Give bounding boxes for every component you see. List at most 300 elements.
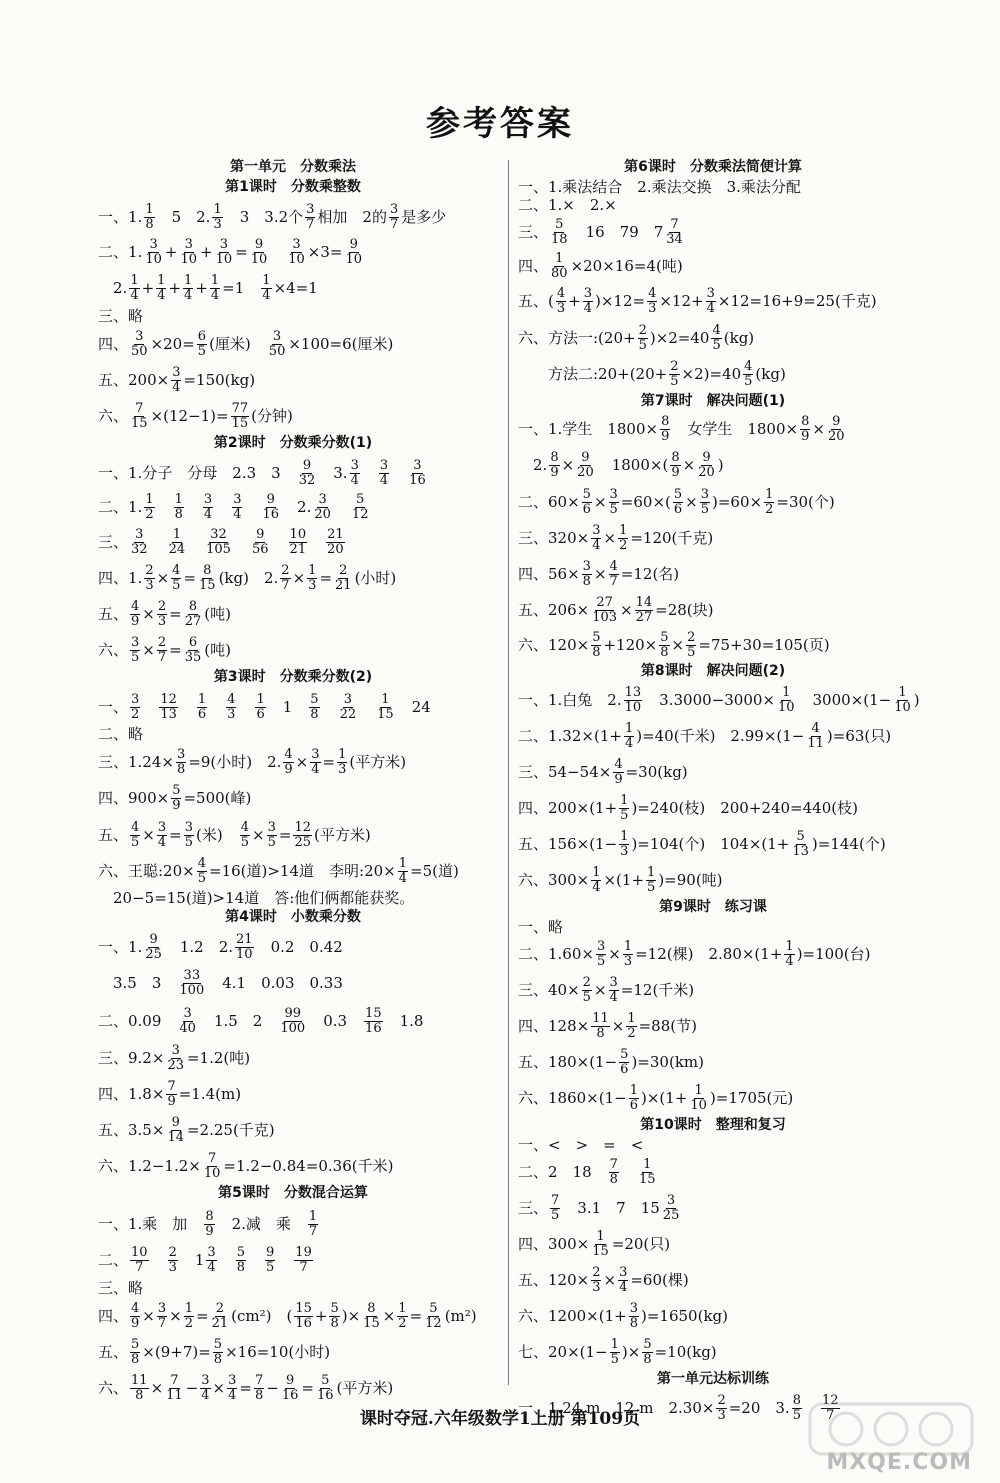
answer-text: 六、1.2−1.2×	[98, 1156, 201, 1175]
answer-text: 六、	[98, 1378, 129, 1397]
fraction-numerator: 5	[356, 491, 365, 507]
fraction	[130, 1338, 140, 1367]
answer-text: 六、120×	[518, 635, 590, 654]
answer-text: =5(道)	[410, 861, 459, 880]
fraction-denominator: 8	[131, 1351, 140, 1367]
fraction-denominator: 4	[262, 287, 271, 303]
fraction	[144, 493, 154, 522]
answer-text: ×	[382, 1306, 396, 1325]
fraction-denominator: 9	[614, 771, 623, 787]
fraction-denominator: 8	[236, 1259, 245, 1275]
answer-text: 六、1200×(1+	[518, 1306, 627, 1325]
fraction-numerator: 12	[160, 691, 177, 707]
answer-text: −	[185, 1378, 199, 1397]
answer-text: 一、1.学生 1800×	[518, 419, 659, 438]
fraction	[609, 560, 619, 589]
fraction-numerator: 8	[661, 413, 670, 429]
fraction-numerator: 1	[213, 201, 222, 217]
answer-text	[270, 245, 285, 260]
answer-text: =10(kg)	[654, 1342, 717, 1361]
fraction-numerator: 2	[157, 634, 167, 650]
answer-text: )=104(个) 104×(1+	[631, 834, 790, 853]
answer-text: 四、200×(1+	[518, 798, 618, 817]
answer-text: (平方米)	[349, 752, 407, 771]
answer-text: 0.2 0.42	[255, 937, 343, 956]
answer-text: 二、2 18	[518, 1162, 607, 1181]
fraction	[310, 748, 320, 777]
fraction-denominator: 7	[299, 1259, 308, 1275]
fraction-denominator: 5	[744, 373, 753, 389]
fraction	[344, 238, 363, 267]
answer-text: =	[196, 1306, 209, 1325]
fraction-numerator: 8	[367, 1300, 376, 1316]
fraction	[267, 821, 277, 850]
fraction-numerator: 21	[236, 931, 253, 947]
answer-line	[518, 178, 908, 196]
fraction	[157, 1302, 167, 1331]
fraction	[624, 686, 643, 715]
fraction-numerator: 1	[210, 272, 220, 288]
fraction-denominator: 9	[205, 1223, 214, 1239]
answer-text: )×	[621, 1342, 641, 1361]
fraction-numerator: 1	[174, 491, 183, 507]
answer-text: ×	[142, 825, 155, 844]
answer-text: )=1705(元)	[709, 1088, 794, 1107]
fraction-numerator: 3	[596, 938, 606, 954]
answer-text: ×	[142, 640, 155, 659]
answer-text: 三、40×	[518, 980, 580, 999]
fraction	[235, 933, 254, 962]
answer-text: 七、20×(1−	[518, 1342, 608, 1361]
fraction-denominator: 10	[624, 699, 642, 715]
answer-text: 六、方法一:(20+	[518, 328, 636, 347]
answer-text: ×	[671, 635, 685, 654]
fraction	[550, 1194, 560, 1223]
answer-text: (分钟)	[251, 406, 293, 425]
fraction-denominator: 8	[582, 573, 591, 589]
answer-text: =1.2−0.84=0.36(千米)	[223, 1156, 394, 1175]
section-heading: 第一单元达标训练	[657, 1371, 769, 1387]
fraction	[623, 940, 633, 969]
fraction-numerator: 1	[629, 1082, 638, 1098]
fraction-denominator: 10	[288, 251, 305, 267]
answer-text: 五、156×(1−	[518, 834, 618, 853]
fraction-denominator: 5	[792, 1407, 801, 1423]
fraction	[665, 218, 684, 247]
answer-text: =12(千米)	[620, 980, 695, 999]
fraction	[689, 1084, 708, 1113]
fraction-numerator: 3	[583, 285, 592, 301]
fraction-denominator: 8	[596, 1025, 605, 1041]
answer-line	[98, 1334, 488, 1370]
answer-text: 2.	[518, 455, 548, 474]
answer-line	[98, 1242, 488, 1278]
fraction-denominator: 50	[268, 343, 286, 359]
answer-text: =28(块)	[655, 600, 714, 619]
fraction-numerator: 9	[285, 1372, 295, 1388]
answer-line	[98, 744, 488, 780]
fraction	[591, 631, 601, 660]
answer-text: 三、1.24×	[98, 752, 174, 771]
fraction-denominator: 21	[335, 577, 352, 593]
fraction-denominator: 5	[172, 577, 181, 593]
section-heading: 第4课时 小数乘分数	[225, 909, 361, 925]
fraction-denominator: 4	[203, 506, 213, 522]
fraction	[316, 1374, 335, 1403]
fraction-denominator: 9	[801, 428, 810, 444]
answer-line	[518, 790, 908, 826]
fraction	[398, 857, 408, 886]
answer-text: 五、200×	[98, 370, 170, 389]
fraction	[670, 451, 680, 480]
fraction-denominator: 21	[211, 1315, 229, 1331]
fraction-denominator: 32	[131, 541, 148, 557]
fraction	[609, 976, 619, 1005]
fraction-denominator: 4	[619, 1279, 628, 1295]
fraction-numerator: 3	[157, 819, 167, 835]
fraction-denominator: 7	[281, 577, 290, 593]
answer-text: =12(名)	[620, 564, 680, 583]
fraction-numerator: 1	[130, 272, 139, 288]
answer-line	[98, 270, 488, 306]
fraction-numerator: 3	[207, 1244, 216, 1260]
answer-text: 3000×(1−	[797, 690, 892, 709]
answer-text: ×	[142, 604, 155, 623]
section-heading: 第2课时 分数乘分数(1)	[213, 435, 373, 451]
fraction-numerator: 4	[609, 558, 618, 574]
answer-text: +120×	[603, 635, 658, 654]
fraction	[806, 722, 825, 751]
fraction-numerator: 2	[582, 974, 591, 990]
answer-line	[98, 398, 488, 434]
answer-text: 二、略	[98, 724, 144, 743]
fraction	[255, 693, 265, 722]
fraction-denominator: 5	[647, 879, 656, 895]
fraction-denominator: 4	[624, 735, 634, 751]
fraction-numerator: 4	[712, 322, 721, 338]
fraction-numerator: 3	[582, 558, 591, 574]
fraction	[764, 488, 774, 517]
fraction	[171, 366, 181, 395]
fraction	[157, 600, 167, 629]
fraction-denominator: 20	[827, 428, 845, 444]
fraction-denominator: 2	[619, 537, 628, 553]
fraction	[307, 564, 317, 593]
answer-text: 1.2 2.	[164, 937, 234, 956]
fraction-numerator: 4	[811, 720, 820, 736]
fraction	[281, 1374, 300, 1403]
answer-line	[518, 520, 908, 556]
answer-text: )=60×	[712, 492, 763, 511]
fraction-numerator: 5	[236, 1244, 245, 1260]
fraction-denominator: 2	[131, 706, 140, 722]
fraction	[212, 203, 222, 232]
answer-text: =9(小时) 2.	[188, 752, 282, 771]
fraction-numerator: 9	[149, 931, 158, 947]
fraction-denominator: 7	[135, 1259, 144, 1275]
fraction	[298, 459, 317, 488]
fraction	[211, 1302, 230, 1331]
fraction-numerator: 1	[765, 486, 774, 502]
fraction-denominator: 13	[792, 843, 809, 859]
fraction	[613, 758, 623, 787]
fraction-denominator: 6	[582, 501, 591, 517]
answer-line	[518, 592, 908, 628]
fraction-denominator: 3	[556, 300, 566, 316]
fraction-denominator: 100	[280, 1020, 306, 1036]
answer-text: (kg) 2.	[218, 568, 279, 587]
answer-text: =30(个)	[776, 492, 835, 511]
fraction	[184, 821, 194, 850]
fraction	[174, 493, 184, 522]
answer-line	[518, 250, 908, 282]
fraction-denominator: 7	[389, 216, 399, 232]
answer-text: (厘米)	[209, 334, 266, 353]
fraction-numerator: 13	[624, 684, 642, 700]
fraction	[659, 631, 669, 660]
answer-text: 二、1.32×(1+	[518, 726, 622, 745]
fraction	[591, 524, 601, 553]
fraction-denominator: 4	[583, 300, 592, 316]
answer-text: 一、1.24 m 12 m 2.30×	[518, 1398, 715, 1417]
answer-text: 一、1.分子 分母 2.3 3	[98, 463, 296, 482]
answer-text: ×20=	[150, 334, 195, 353]
fraction-numerator: 1	[145, 491, 154, 507]
fraction-denominator: 4	[210, 287, 220, 303]
fraction	[305, 203, 315, 232]
answer-text: ×	[682, 455, 696, 474]
answer-text: =1.4(m)	[178, 1084, 242, 1103]
answer-text: ×(1+	[603, 870, 645, 889]
answer-text: =500(峰)	[183, 788, 252, 807]
fraction-denominator: 9	[661, 428, 670, 444]
section-heading: 第7课时 解决问题(1)	[640, 393, 786, 409]
answer-text: =1	[222, 278, 260, 297]
answer-text: =60(棵)	[630, 1270, 689, 1289]
answer-text: ×	[685, 492, 698, 511]
fraction-denominator: 4	[130, 287, 139, 303]
fraction	[582, 560, 592, 589]
fraction-denominator: 8	[174, 506, 183, 522]
fraction	[287, 238, 306, 267]
fraction-numerator: 4	[240, 819, 250, 835]
fraction	[743, 360, 753, 389]
answer-text: ×20×16=4(吨)	[570, 256, 683, 275]
fraction-numerator: 5	[429, 1300, 438, 1316]
fraction-numerator: 9	[256, 526, 265, 542]
fraction-numerator: 4	[648, 285, 657, 301]
fraction-denominator: 2	[765, 501, 774, 517]
fraction-denominator: 12	[351, 506, 369, 522]
fraction	[669, 360, 679, 389]
fraction	[706, 287, 716, 316]
fraction-denominator: 80	[551, 265, 568, 281]
fraction	[198, 564, 217, 593]
fraction-numerator: 5	[172, 782, 181, 798]
answer-text: )=100(台)	[796, 944, 871, 963]
fraction-denominator: 15	[363, 1315, 380, 1331]
answer-text: 16 79 7	[570, 222, 664, 241]
fraction-denominator: 3	[717, 1407, 726, 1423]
answer-text: ×	[142, 1306, 155, 1325]
answer-text: 2.	[282, 497, 312, 516]
fraction-numerator: 1	[145, 201, 154, 217]
answer-text: 四、128×	[518, 1016, 590, 1035]
fraction-denominator: 15	[377, 706, 394, 722]
fraction-numerator: 5	[620, 1046, 629, 1062]
answer-line	[98, 306, 488, 326]
fraction	[629, 1302, 639, 1331]
fraction-denominator: 10	[236, 946, 253, 962]
answer-line	[98, 930, 488, 964]
answer-text: 1	[267, 697, 308, 716]
answer-line	[518, 1008, 908, 1044]
answer-text: (吨)	[204, 640, 231, 659]
answer-text: ×	[156, 568, 170, 587]
answer-text: 3.	[318, 463, 348, 482]
fraction	[130, 330, 149, 359]
section-heading: 第3课时 分数乘分数(2)	[213, 669, 373, 685]
fraction-denominator: 3	[157, 613, 167, 629]
fraction-denominator: 16	[409, 472, 426, 488]
fraction	[176, 748, 186, 777]
fraction	[251, 528, 270, 557]
answer-line	[518, 1334, 908, 1370]
fraction	[827, 415, 846, 444]
fraction-denominator: 9	[671, 464, 680, 480]
answer-line	[518, 196, 908, 214]
fraction-denominator: 4	[592, 537, 601, 553]
fraction-numerator: 3	[609, 974, 618, 990]
fraction-numerator: 2	[638, 322, 647, 338]
fraction-numerator: 33	[183, 967, 201, 983]
fraction-denominator: 11	[807, 735, 824, 751]
fraction-denominator: 7	[308, 1223, 318, 1239]
answer-text: 四、56×	[518, 564, 580, 583]
fraction-numerator: 8	[801, 413, 810, 429]
fraction-denominator: 4	[379, 472, 389, 488]
answer-text: =	[235, 242, 248, 261]
fraction	[673, 488, 683, 517]
fraction	[337, 748, 347, 777]
answer-text: 3.1 7 15	[562, 1198, 660, 1217]
answer-text: (小时)	[354, 568, 397, 587]
fraction	[144, 203, 154, 232]
fraction-numerator: 3	[619, 1264, 628, 1280]
answer-line	[518, 214, 908, 250]
fraction-denominator: 4	[184, 287, 193, 303]
answer-line	[98, 490, 488, 524]
fraction-denominator: 5	[267, 834, 276, 850]
answer-text	[309, 535, 324, 550]
fraction-numerator: 7	[551, 1192, 560, 1208]
fraction-numerator: 5	[310, 691, 319, 707]
fraction-numerator: 1	[197, 691, 207, 707]
fraction-denominator: 8	[629, 1315, 638, 1331]
fraction	[205, 528, 232, 557]
answer-line	[98, 200, 488, 234]
answer-text	[362, 466, 377, 481]
answer-line	[518, 412, 908, 446]
fraction-denominator: 21	[289, 541, 307, 557]
answer-text: 一、1.乘 加	[98, 1214, 203, 1233]
fraction-numerator: 1	[694, 1082, 703, 1098]
fraction-numerator: 1	[262, 272, 271, 288]
fraction-numerator: 5	[330, 1300, 339, 1316]
fraction-numerator: 3	[172, 364, 181, 380]
fraction-denominator: 20	[314, 506, 331, 522]
fraction-denominator: 3	[308, 577, 317, 593]
fraction-numerator: 3	[183, 1005, 192, 1021]
fraction-denominator: 9	[131, 1315, 140, 1331]
fraction-denominator: 35	[184, 649, 202, 665]
fraction-numerator: 8	[203, 562, 212, 578]
fraction	[635, 596, 654, 625]
fraction-numerator: 3	[350, 457, 359, 473]
fraction-numerator: 8	[188, 598, 198, 614]
fraction-denominator: 10	[250, 251, 268, 267]
answer-text: ×12+	[659, 291, 704, 310]
answer-line	[98, 524, 488, 560]
answer-line	[518, 628, 908, 662]
fraction-denominator: 5	[596, 953, 606, 969]
fraction	[308, 1210, 318, 1239]
answer-line	[98, 596, 488, 632]
answer-text	[188, 535, 203, 550]
fraction	[638, 324, 648, 353]
answer-text: −	[266, 1378, 279, 1397]
fraction-numerator: 9	[254, 236, 264, 252]
answer-text: 五、180×(1−	[518, 1052, 618, 1071]
fraction	[179, 238, 198, 267]
fraction	[583, 287, 593, 316]
answer-text: )×(1+	[641, 1088, 688, 1107]
answer-text: =	[169, 640, 182, 659]
answer-line	[98, 1278, 488, 1298]
answer-text: 女学生 1800×	[672, 419, 799, 438]
watermark-text: MXQE.COM	[826, 1450, 972, 1475]
fraction-denominator: 4	[785, 953, 794, 969]
answer-line	[98, 234, 488, 270]
fraction-denominator: 9	[167, 1093, 176, 1109]
fraction-numerator: 3	[389, 201, 399, 217]
fraction-numerator: 10	[289, 526, 307, 542]
fraction-numerator: 1	[623, 938, 633, 954]
fraction-denominator: 3	[338, 761, 347, 777]
answer-text: (kg)	[723, 328, 755, 347]
fraction-denominator: 6	[256, 706, 265, 722]
answer-text: ×	[603, 528, 617, 547]
answer-text: 五、	[98, 825, 129, 844]
fraction-denominator: 3	[592, 1279, 601, 1295]
fraction-numerator: 3	[135, 526, 144, 542]
answer-text: =20 3.	[728, 1398, 790, 1417]
answer-text: 二、0.09	[98, 1011, 177, 1030]
answer-text: +	[568, 291, 581, 310]
fraction	[591, 1266, 601, 1295]
answer-text: +	[168, 278, 182, 297]
fraction-denominator: 9	[172, 797, 181, 813]
fraction	[168, 528, 187, 557]
answer-text: ×12=16+9=25(千克)	[717, 291, 877, 310]
fraction	[215, 238, 234, 267]
answer-text: )=90(吨)	[658, 870, 723, 889]
answer-text: )=240(枝) 200+240=440(枝)	[631, 798, 858, 817]
answer-text: ×100=6(厘米)	[288, 334, 394, 353]
answer-text: +	[141, 278, 155, 297]
fraction-denominator: 5	[197, 343, 207, 359]
fraction	[265, 1246, 275, 1275]
